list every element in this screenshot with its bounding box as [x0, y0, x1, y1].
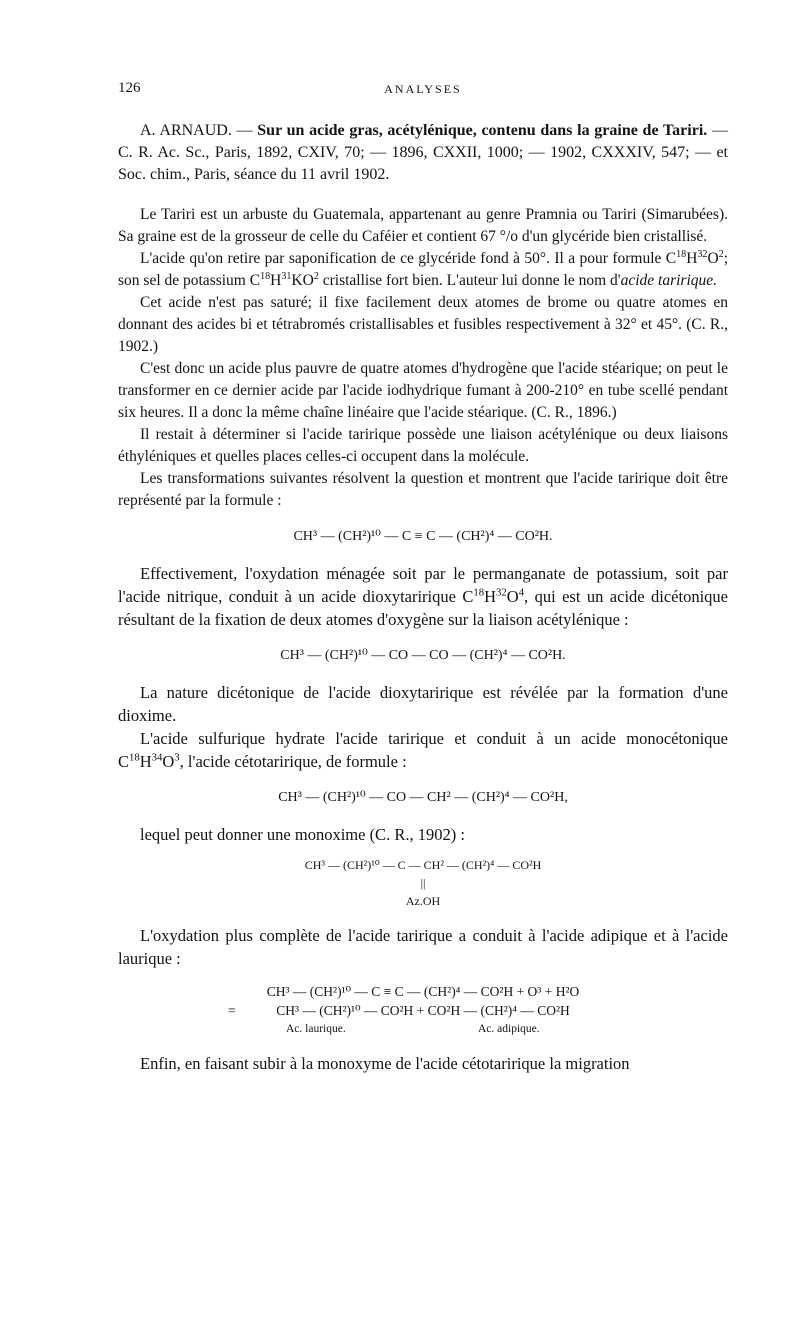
equals-sign: = — [228, 1003, 236, 1018]
paragraph-9: L'acide sulfurique hydrate l'acide taririque et conduit à un acide monocétonique $C^{18}H^{34}O^3$, l'acide cétotaririque, de formule : — [118, 729, 728, 771]
label-lauric: Ac. laurique. — [286, 1023, 346, 1035]
paragraph-2-text-b: ; son sel de potassium C — [118, 250, 728, 289]
article-body — [118, 120, 728, 1075]
equation-line-2 — [118, 1001, 728, 1020]
formula-cetotariric: CH³ — (CH²)¹⁰ — CO — CH² — (CH²)⁴ — CO²H, — [278, 790, 568, 805]
paragraph-2-text-c: cristallise fort bien. L'auteur lui donne le nom d' — [318, 272, 621, 289]
paragraph-7-text-a: Effectivement, l'oxydation ménagée soit par le permanganate de potassium, soit par l'acide nitrique, conduit à un acide dioxytaririque C — [118, 564, 728, 606]
equation-labels — [118, 1020, 728, 1036]
paragraph-12: Enfin, en faisant subir à la monoxyme de l'acide cétotaririque la migration — [140, 1054, 630, 1073]
paragraph-9-text-b: , l'acide cétotaririque, de formule : — [179, 752, 407, 771]
formula-sup-h: 32 — [697, 248, 708, 260]
paragraph-8: La nature dicétonique de l'acide dioxytaririque est révélée par la formation d'une dioxime. — [118, 683, 728, 725]
paragraph-3: Cet acide n'est pas saturé; il fixe facilement deux atomes de brome ou quatre atomes en donnant des acides bi et tétrabromés cristallisables et fusibles respectivement à 32° et 45°. (C. R., 1902.) — [118, 294, 728, 355]
citation — [118, 120, 728, 186]
paragraph-7: Effectivement, l'oxydation ménagée soit par le permanganate de potassium, soit par l'acide nitrique, conduit à un acide dioxytaririque $C^{18}H^{32}O^4$, qui est un acide dicétonique résultant de la fixation de deux atomes d'oxygène sur la liaison acétylénique : — [118, 564, 728, 629]
oxidation-equation — [118, 982, 728, 1036]
paragraph-6: Les transformations suivantes résolvent la question et montrent que l'acide taririque doit être représenté par la formule : — [118, 470, 728, 509]
citation-refs: — C. R. Ac. Sc., Paris, 1892, CXIV, 70; — 1896, CXXII, 1000; — 1902, CXXXIV, 547; — et Soc. chim., Paris, séance du 11 avril 1902. — [118, 122, 728, 183]
formula-monoxime-line1: CH³ — (CH²)¹⁰ — C — CH² — (CH²)⁴ — CO²H — [304, 858, 542, 872]
equation-line-2-text: CH³ — (CH²)¹⁰ — CO²H + CO²H — (CH²)⁴ — CO²H — [276, 1003, 570, 1018]
acid-name: acide taririque. — [620, 272, 718, 289]
paragraph-4: C'est donc un acide plus pauvre de quatre atomes d'hydrogène que l'acide stéarique; on peut le transformer en ce dernier acide par l'acide iodhydrique fumant à 200-210° en tube scellé pendant six heures. Il a donc la même chaîne linéaire que l'acide stéarique. (C. R., 1896.) — [118, 360, 728, 421]
paragraph-9-text-a: L'acide sulfurique hydrate l'acide taririque et conduit à un acide monocétonique C — [118, 729, 728, 771]
label-adipic: Ac. adipique. — [478, 1023, 540, 1035]
page-number: 126 — [118, 80, 141, 96]
formula-sup-o: 2 — [718, 248, 724, 260]
equation-line-1: CH³ — (CH²)¹⁰ — C ≡ C — (CH²)⁴ — CO²H + O³ + H²O — [266, 984, 580, 999]
citation-title: Sur un acide gras, acétylénique, contenu dans la graine de Tariri. — [257, 122, 708, 139]
running-title: ANALYSES — [384, 82, 462, 96]
paragraph-1: Le Tariri est un arbuste du Guatemala, appartenant au genre Pramnia ou Tariri (Simarubées). Sa graine est de la grosseur de celle du Caféier et contient 67 °/o d'un glycéride bien cristallisé. — [118, 206, 728, 245]
page-header — [118, 80, 728, 102]
paragraph-11: L'oxydation plus complète de l'acide taririque a conduit à l'acide adipique et à l'acide laurique : — [118, 926, 728, 968]
paragraph-10: lequel peut donner une monoxime (C. R., 1902) : — [140, 825, 465, 844]
formula-monoxime — [118, 856, 728, 910]
paragraph-5: Il restait à déterminer si l'acide taririque possède une liaison acétylénique ou deux liaisons éthyléniques et quelles places celles-ci occupent dans la molécule. — [118, 426, 728, 465]
formula-tariric: CH³ — (CH²)¹⁰ — C ≡ C — (CH²)⁴ — CO²H. — [293, 529, 553, 544]
paragraph-7-text-b: , qui est un acide dicétonique résultant de la fixation de deux atomes d'oxygène sur la liaison acétylénique : — [118, 587, 728, 629]
citation-author: A. ARNAUD. — — [140, 122, 258, 139]
formula-dioxy: CH³ — (CH²)¹⁰ — CO — CO — (CH²)⁴ — CO²H. — [280, 648, 566, 663]
formula-monoxime-bond: || — [420, 876, 426, 890]
paragraph-2-text-a: L'acide qu'on retire par saponification de ce glycéride fond à 50°. Il a pour formule C — [140, 250, 677, 267]
formula-monoxime-line2: Az.OH — [405, 894, 441, 908]
paragraph-2: L'acide qu'on retire par saponification de ce glycéride fond à 50°. Il a pour formule $C^{18}H^{32}O^2$; son sel de potassium $C^{18}H^{31}KO^2$ cristallise fort bien. L'auteur lui donne le nom d'acide taririque. — [118, 248, 728, 289]
formula-sup-c: 18 — [676, 248, 687, 260]
